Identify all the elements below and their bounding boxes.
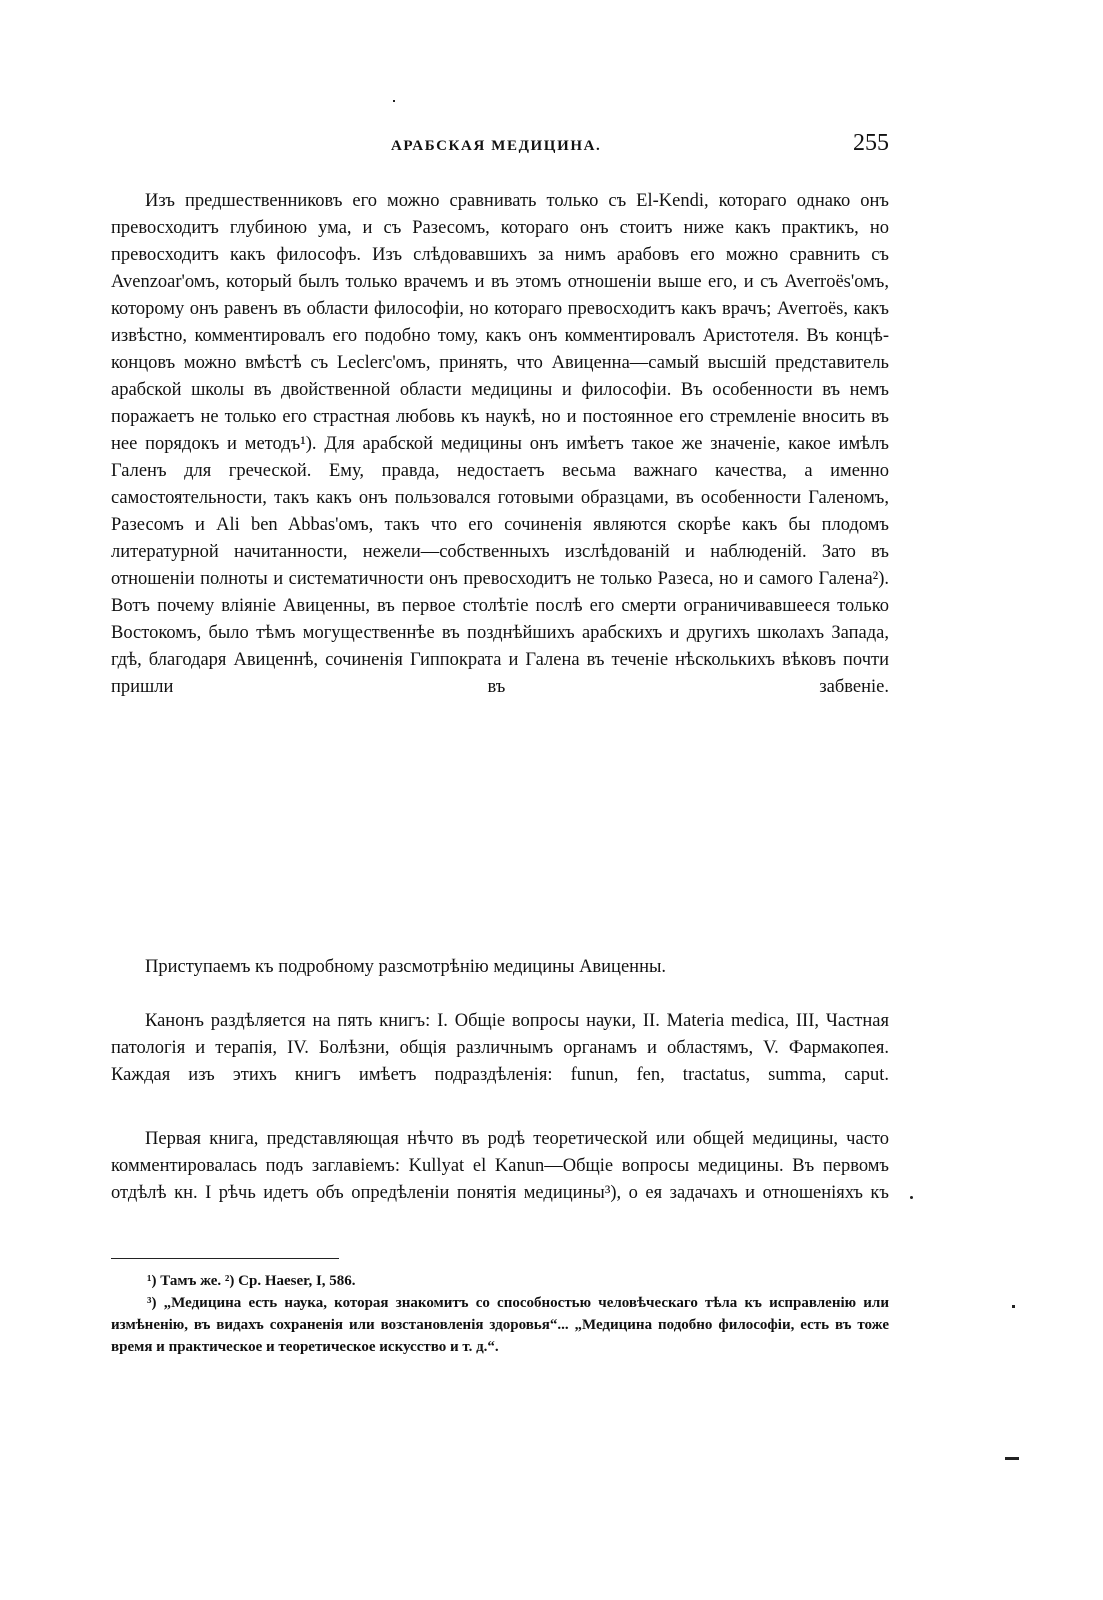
footnote-3: ³) „Медицина есть наука, которая знакомитъ со способностью человѣческаго тѣла къ исправленію или измѣненію, въ видахъ сохраненія или возстановленія здоровья“... „Медицина подобно философіи, есть въ тоже время и практическое и теоретическое искусство и т. д.“. (111, 1295, 889, 1355)
footnote-separator (111, 1258, 339, 1259)
paragraph-first-book: Первая книга, представляющая нѣчто въ родѣ теоретической или общей медицины, часто комментировалась подъ заглавіемъ: Kullyat el Kanun—Общіе вопросы медицины. Въ первомъ отдѣлѣ кн. I рѣчь идетъ объ опредѣленіи понятія медицины³), о ея задачахъ и отношеніяхъ къ (111, 1129, 889, 1203)
footnotes (111, 1270, 889, 1358)
footnote-1-2: ¹) Тамъ же. ²) Ср. Haeser, I, 586. (147, 1273, 356, 1289)
running-title: АРАБСКАЯ МЕДИЦИНА. (391, 138, 602, 154)
paragraph-canon-structure: Канонъ раздѣляется на пять книгъ: I. Общіе вопросы науки, II. Materia medica, III, Частная патологія и терапія, IV. Болѣзни, общія различнымъ органамъ и областямъ, V. Фармакопея. Каждая изъ этихъ книгъ имѣетъ подраздѣленія: funun, fen, tractatus, summa, caput. (111, 1011, 889, 1085)
paragraph-predecessors: Изъ предшественниковъ его можно сравнивать только съ El-Kendi, котораго однако онъ превосходитъ глубиною ума, и съ Разесомъ, котораго онъ стоитъ ниже какъ практикъ, но превосходитъ какъ философъ. Изъ слѣдовавшихъ за нимъ арабовъ его можно сравнить съ Avenzoar'омъ, который былъ только врачемъ и въ этомъ отношеніи выше его, и съ Averroës'омъ, которому онъ равенъ въ области философіи, но котораго превосходитъ какъ врачъ; Averroës, какъ извѣстно, комментировалъ его подобно тому, какъ онъ комментировалъ Аристотеля. Въ концѣ-концовъ можно вмѣстѣ съ Leclerc'омъ, принять, что Авиценна—самый высшій представитель арабской школы въ двойственной области медицины и философіи. Въ особенности въ немъ поражаетъ не только его страстная любовь къ наукѣ, но и постоянное его стремленіе вносить въ нее порядокъ и методъ¹). Для арабской медицины онъ имѣетъ такое же значеніе, какое имѣлъ Галенъ для греческой. Ему, правда, недостаетъ весьма важнаго качества, а именно самостоятельности, такъ какъ онъ пользовался готовыми образцами, въ особенности Галеномъ, Разесомъ и Ali ben Abbas'омъ, такъ что его сочиненія являются скорѣе какъ бы плодомъ литературной начитанности, нежели—собственныхъ изслѣдованій и наблюденій. Зато въ отношеніи полноты и систематичности онъ превосходитъ не только Разеса, но и самого Галена²). Вотъ почему вліяніе Авиценны, въ первое столѣтіе послѣ его смерти ограничивавшееся только Востокомъ, было тѣмъ могущественнѣе въ позднѣйшихъ арабскихъ и другихъ школахъ Запада, гдѣ, благодаря Авиценнѣ, сочиненія Гиппократа и Галена въ теченіе нѣсколькихъ вѣковъ почти пришли въ забвеніе. (111, 191, 889, 697)
scan-speck (1012, 1305, 1015, 1308)
paragraph-transition: Приступаемъ къ подробному разсмотрѣнію медицины Авиценны. (145, 957, 667, 977)
page-header (111, 130, 889, 164)
scan-speck (393, 100, 395, 102)
scan-speck (910, 1196, 913, 1199)
page-number: 255 (853, 130, 889, 156)
scan-dash-mark (1005, 1457, 1019, 1460)
book-page (111, 0, 889, 1600)
